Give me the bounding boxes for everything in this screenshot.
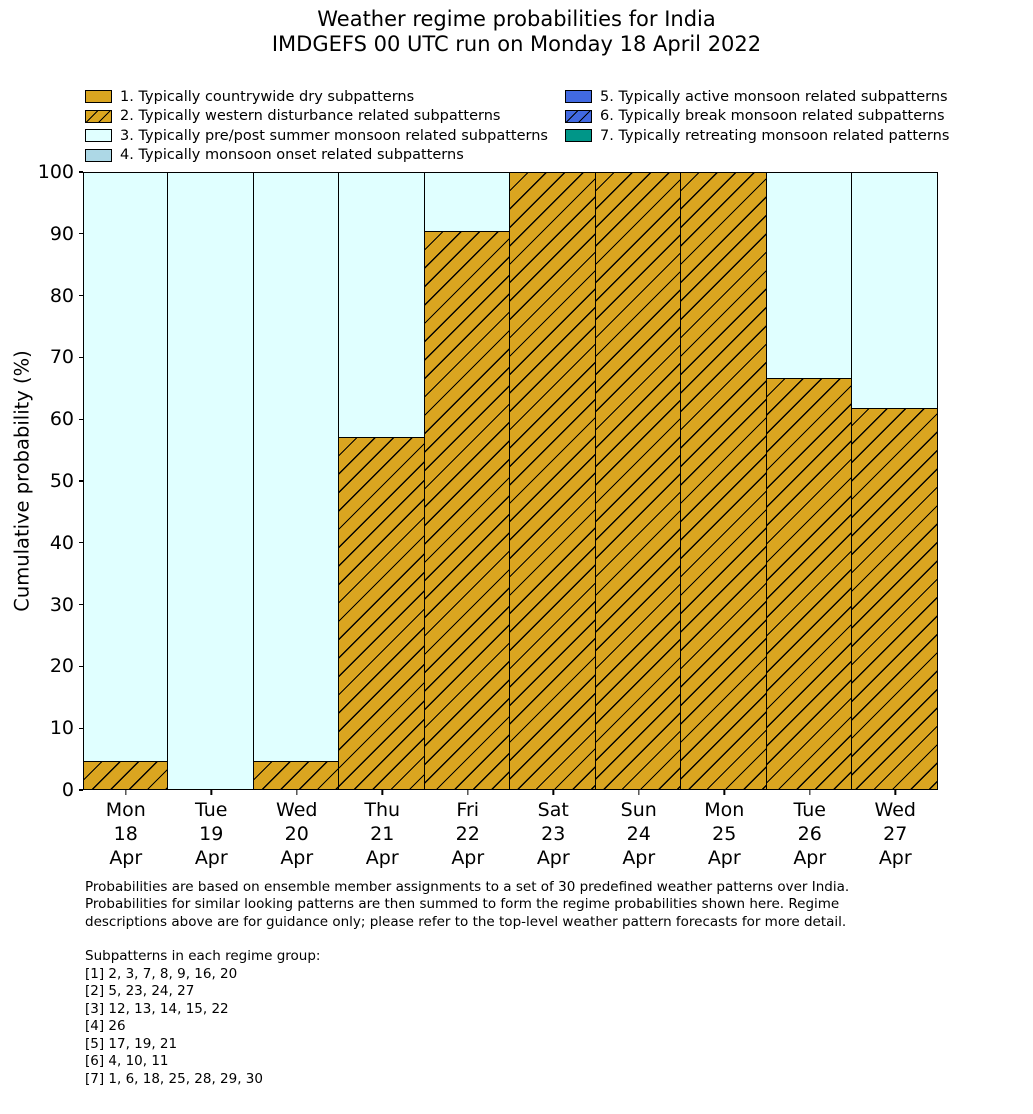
subpattern-group-line: [6] 4, 10, 11 — [85, 1053, 169, 1069]
subpatterns-list — [85, 966, 320, 1089]
x-tick — [382, 790, 383, 795]
bar-segment — [253, 172, 340, 762]
legend-item-label: 2. Typically western disturbance related subpatterns — [120, 108, 501, 125]
y-tick-label: 0 — [61, 779, 74, 801]
x-tick-label-line: Sat — [537, 799, 569, 821]
y-tick-label: 20 — [49, 655, 74, 678]
legend-swatch-icon — [565, 110, 592, 123]
x-tick-label-line: Apr — [878, 847, 912, 869]
legend-item-label: 6. Typically break monsoon related subpatterns — [600, 108, 945, 125]
x-tick-label-line: 24 — [626, 823, 651, 845]
y-tick-label: 70 — [49, 346, 74, 369]
subpattern-group-line: [3] 12, 13, 14, 15, 22 — [85, 1000, 229, 1017]
x-tick-label-line: 19 — [199, 823, 224, 845]
legend-item — [85, 146, 548, 166]
y-tick — [79, 666, 84, 667]
x-tick-label — [195, 798, 228, 870]
bar-segment — [83, 172, 169, 762]
bar-tue-19-apr — [167, 172, 254, 790]
x-tick-label-line: 21 — [370, 823, 395, 845]
x-tick-label-line: Thu — [364, 799, 401, 821]
y-tick-label: 60 — [49, 408, 74, 431]
bar-sat-23-apr — [509, 172, 596, 790]
y-tick — [79, 233, 84, 234]
y-tick — [79, 542, 84, 543]
bar-segment — [167, 172, 254, 790]
bar-sun-24-apr — [595, 172, 682, 790]
y-tick-label: 80 — [49, 284, 74, 307]
x-tick-label-line: Apr — [622, 847, 656, 869]
bar-wed-20-apr — [253, 172, 340, 790]
subpattern-group-line: [2] 5, 23, 24, 27 — [85, 983, 195, 999]
x-tick — [553, 790, 554, 795]
x-tick-label — [537, 798, 570, 870]
subpatterns-heading: Subpatterns in each regime group: — [85, 948, 321, 964]
y-tick — [79, 171, 84, 172]
subpattern-group-line: [4] 26 — [85, 1018, 126, 1034]
bar-mon-25-apr — [680, 172, 767, 790]
x-tick-label-line: 25 — [712, 823, 737, 845]
y-tick — [79, 728, 84, 729]
x-tick-label-line: Fri — [456, 799, 480, 821]
x-tick-label — [276, 798, 317, 870]
y-tick — [79, 789, 84, 790]
y-tick-label: 90 — [49, 222, 74, 245]
footer-note-line: Probabilities are based on ensemble member assignments to a set of 30 predefined weather patterns over India. — [85, 879, 850, 895]
x-tick-label — [364, 798, 400, 870]
subpattern-group-line: [5] 17, 19, 21 — [85, 1035, 178, 1052]
y-tick — [79, 295, 84, 296]
bar-wed-27-apr — [851, 172, 938, 790]
chart-title — [0, 7, 1033, 56]
footer-note-line: descriptions above are for guidance only; please refer to the top-level weather pattern forecasts for more detail. — [85, 913, 847, 930]
subpattern-group-line: [7] 1, 6, 18, 25, 28, 29, 30 — [85, 1070, 263, 1087]
legend-swatch-icon — [85, 149, 112, 162]
chart-title-line1: Weather regime probabilities for India — [317, 7, 716, 31]
bar-segment — [338, 437, 425, 790]
x-tick-label-line: Wed — [874, 799, 916, 821]
x-tick-label-line: Apr — [109, 847, 143, 869]
footer-note-line: Probabilities for similar looking patterns are then summed to form the regime probabilities shown here. Regime — [85, 896, 840, 913]
y-axis-title: Cumulative probability (%) — [10, 350, 34, 612]
bar-segment — [509, 172, 596, 790]
x-tick-label-line: Wed — [276, 799, 318, 821]
bar-segment — [851, 172, 938, 409]
y-tick — [79, 357, 84, 358]
bar-segment — [766, 378, 853, 790]
x-tick — [467, 790, 468, 795]
x-tick-label-line: Sun — [620, 799, 657, 821]
x-tick — [211, 790, 212, 795]
x-tick-label — [704, 798, 744, 870]
x-tick-label-line: 26 — [797, 823, 822, 845]
legend-item — [85, 107, 548, 127]
subpattern-group-line: [1] 2, 3, 7, 8, 9, 16, 20 — [85, 965, 238, 982]
y-tick-label: 40 — [49, 531, 74, 554]
y-tick — [79, 604, 84, 605]
x-tick-label — [621, 798, 657, 870]
x-tick-label-line: Apr — [536, 847, 570, 869]
legend-item-label: 4. Typically monsoon onset related subpatterns — [120, 147, 464, 164]
legend-swatch-icon — [85, 129, 112, 142]
x-tick — [296, 790, 297, 795]
x-tick — [809, 790, 810, 795]
bar-thu-21-apr — [338, 172, 425, 790]
legend-item — [565, 87, 949, 107]
x-tick-label — [793, 798, 826, 870]
legend-item — [565, 107, 949, 127]
x-tick-label-line: Apr — [280, 847, 314, 869]
bar-segment — [680, 172, 767, 790]
x-tick-label-line: Tue — [195, 799, 228, 821]
bar-tue-26-apr — [766, 172, 853, 790]
bar-mon-18-apr — [83, 172, 169, 790]
x-tick-label-line: Apr — [194, 847, 228, 869]
legend-swatch-icon — [565, 90, 592, 103]
x-tick-label-line: 20 — [284, 823, 309, 845]
bar-segment — [595, 172, 682, 790]
legend-item — [85, 126, 548, 146]
legend-item — [565, 126, 949, 146]
bar-fri-22-apr — [424, 172, 511, 790]
bar-segment — [338, 172, 425, 438]
x-tick-label-line: 22 — [455, 823, 480, 845]
footer-note — [85, 879, 849, 931]
x-tick-label-line: Apr — [793, 847, 827, 869]
legend-item-label: 1. Typically countrywide dry subpatterns — [120, 88, 415, 105]
x-tick — [638, 790, 639, 795]
x-tick — [125, 790, 126, 795]
legend-item-label: 3. Typically pre/post summer monsoon related subpatterns — [120, 127, 548, 144]
y-tick — [79, 480, 84, 481]
x-tick-label-line: 27 — [883, 823, 908, 845]
x-tick — [895, 790, 896, 795]
bar-segment — [424, 172, 511, 232]
x-tick-label-line: Mon — [105, 799, 146, 821]
x-tick-label-line: 18 — [113, 823, 138, 845]
bar-segment — [83, 761, 169, 790]
plot-area — [37, 161, 938, 869]
legend-column-right — [565, 87, 949, 146]
bar-segment — [851, 407, 938, 790]
y-tick-label: 50 — [49, 470, 74, 492]
x-tick-label-line: Tue — [793, 799, 826, 821]
subpatterns-block — [85, 948, 320, 1088]
x-tick — [724, 790, 725, 795]
bar-segment — [253, 761, 340, 790]
y-tick-label: 30 — [49, 593, 74, 616]
legend-column-left — [85, 87, 548, 165]
x-tick-label-line: Apr — [707, 847, 741, 869]
legend-swatch-icon — [85, 110, 112, 123]
x-tick-label — [106, 798, 146, 870]
bar-segment — [766, 172, 853, 379]
y-tick-label: 100 — [37, 161, 74, 183]
x-tick-label-line: Apr — [451, 847, 485, 869]
bar-segment — [424, 231, 511, 790]
y-tick — [79, 419, 84, 420]
x-tick-label-line: Mon — [704, 799, 745, 821]
legend-item-label: 5. Typically active monsoon related subpatterns — [600, 88, 948, 105]
chart-title-line2: IMDGEFS 00 UTC run on Monday 18 April 2022 — [271, 31, 762, 56]
y-tick-label: 10 — [49, 717, 74, 740]
x-tick-label-line: 23 — [541, 823, 566, 845]
legend-swatch-icon — [85, 90, 112, 103]
x-tick-label-line: Apr — [365, 847, 399, 869]
legend-item-label: 7. Typically retreating monsoon related patterns — [600, 127, 950, 144]
legend-swatch-icon — [565, 129, 592, 142]
legend-item — [85, 87, 548, 107]
x-tick-label — [875, 798, 916, 870]
x-tick-label — [451, 798, 484, 870]
